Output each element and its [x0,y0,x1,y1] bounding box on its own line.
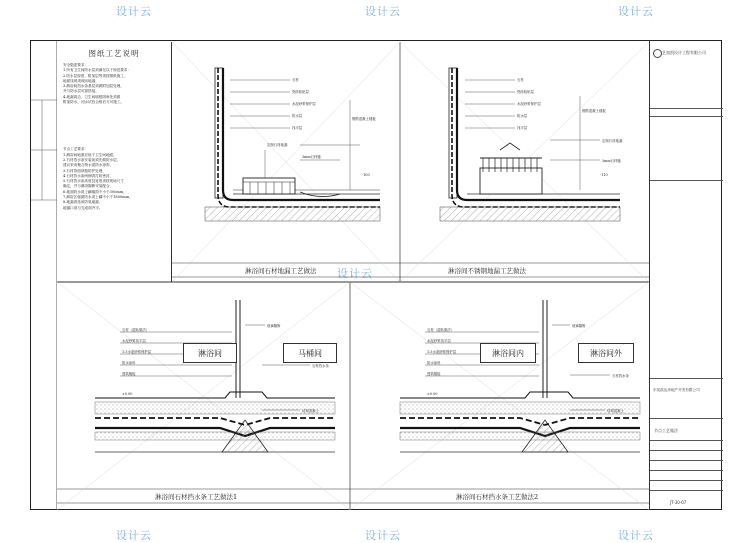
notes-line: 确定，并与淋浴隔断安装配合， [63,184,114,189]
detail-threshold-1 [95,300,335,452]
watermark-text: 设计云 [365,5,401,18]
notes-line: 7.淋浴区墙面防水须上翻不小于1800mm， [63,195,133,200]
watermark-text: 设计云 [116,529,152,542]
detail-label: 防水层 [517,114,528,118]
detail-label: 水泥砂浆找平层 [427,339,451,343]
detail-label: 防水层 [292,114,303,118]
dimension-mark: -110 [600,173,608,177]
detail-label: 定制石材地漏 [267,143,288,147]
detail-label: 1:3水泥砂浆保护层 [427,350,457,354]
room-label-shower-inside: 淋浴间内 [480,343,536,363]
detail-label: 石材挡水条 [312,364,329,368]
detail-label: 石材（湿贴做法） [122,328,150,332]
detail-label: 定制石材地漏 [602,139,623,143]
detail-caption: 淋浴间不锈钢地漏工艺做法 [448,267,526,275]
notes-line: 6.地面防水须上翻墙面不小于300mm， [63,189,127,194]
drawing-number: JT-30-07 [670,500,687,505]
notes-line: 5.石材挡水条高度及宽度须按现场尺寸 [63,179,124,184]
notes-line: 地面找坡须坡向地漏， [63,78,99,83]
detail-label: 3mm石材缝 [602,159,621,163]
notes-line: 附加防水，闭水试验合格后方可施工。 [63,100,125,105]
room-label-toilet: 马桶间 [283,343,337,363]
detail-label: 钢筋混凝土楼板 [582,109,606,113]
room-label-shower: 淋浴间 [183,343,237,363]
detail-caption: 淋浴间石材地漏工艺做法 [245,267,317,275]
detail-label: 防水涂料 [122,361,136,365]
detail-stainless-drain [440,68,623,221]
notes-line: 3.石材背面须做防护处理， [63,168,106,173]
room-label-shower-outside: 淋浴间外 [578,343,634,363]
detail-label: 1:3水泥砂浆保护层 [122,350,152,354]
detail-label: 建筑楼板 [427,372,441,376]
detail-label: 3mm石材缝 [302,155,321,159]
detail-label: 石材（湿贴做法） [427,328,455,332]
notes-title: 图纸工艺说明 [88,49,140,58]
detail-label: 石材挡水条 [612,374,629,378]
notes-section-heading: 安全隐患要求： [63,63,89,67]
detail-label: 瓷砖粘贴层 [517,90,534,94]
notes-line: 1.淋浴间地面应低于卫生间地面， [63,152,117,157]
dimension-mark: ±0.00 [427,392,438,396]
watermark-text: 设计云 [618,5,654,18]
detail-label: 钢筋混凝土楼板 [352,117,376,121]
detail-label: 找平层 [292,126,303,130]
notes-line: 1.所有卫生间防水层须满足以下规范要求： [63,68,132,73]
watermark-text: 设计云 [365,529,401,542]
notes-section-heading: 节点工艺要求： [63,147,89,152]
detail-label: 找平层 [517,126,528,130]
detail-label: 水泥砂浆找平层 [122,339,146,343]
detail-label: 玻璃隔断 [572,324,586,328]
client-name: 东莞凯达房地产开发有限公司 [653,388,700,392]
notes-line: 4.石材挡水条两侧须打胶密封， [63,173,114,178]
detail-caption: 淋浴间石材挡水条工艺做法2 [456,493,539,501]
detail-label: 建筑楼板 [122,372,136,376]
notes-line: 3.淋浴间挡水条基层须做附加层处理， [63,84,124,89]
design-company-name: 艺加凯设计工程有限公司 [662,50,706,55]
notes-line: 8.地漏须选用防臭地漏， [63,200,103,205]
title-block [649,40,722,510]
detail-label: 水泥砂浆保护层 [292,102,316,106]
detail-label: 瓷砖粘贴层 [292,90,309,94]
notes-line: 2.防水层厚度、附加层等须按图纸施工， [63,73,128,78]
notes-line: 2.石材挡水条安装前须先做防水层， [63,157,121,162]
detail-label: 水泥砂浆保护层 [517,102,541,106]
dimension-mark: -100 [362,173,370,177]
notes-line: 地漏口须与完成面齐平。 [63,205,103,210]
detail-label: 石材 [292,78,299,82]
detail-caption: 淋浴间石材挡水条工艺做法1 [155,493,238,501]
watermark-text: 设计云 [337,267,373,280]
detail-label: 结构混凝土 [607,409,624,413]
drawing-name: 节点工艺做法 [654,428,678,433]
watermark-text: 设计云 [116,5,152,18]
dimension-mark: ±0.00 [122,392,133,396]
company-logo-icon [653,49,662,58]
detail-threshold-2 [400,300,640,452]
detail-label: 结构混凝土 [302,409,319,413]
detail-label: 防水涂料 [427,361,441,365]
notes-line: 建议采用聚合物水泥防水涂料， [63,163,114,168]
detail-label: 石材 [517,78,524,82]
notes-line: 并与防水层可靠搭接， [63,89,99,94]
detail-label: 玻璃隔断 [267,324,281,328]
notes-line: 4.地漏周边、卫生间墙根阴角处须做 [63,94,121,99]
watermark-text: 设计云 [618,529,654,542]
